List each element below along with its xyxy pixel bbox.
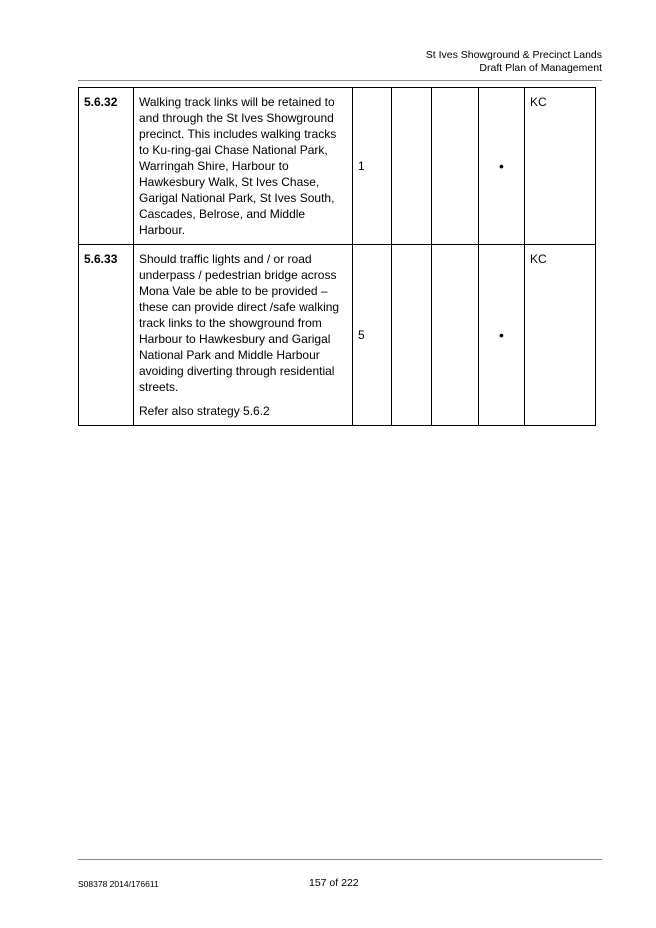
page-number: 157 of 222: [309, 877, 359, 889]
bullet-marker: •: [479, 88, 525, 245]
priority-cell: 1: [353, 88, 392, 245]
document-reference: S08378 2014/176611: [78, 879, 159, 889]
header-divider: [78, 80, 602, 81]
footer-divider: [78, 859, 602, 860]
header-title: St Ives Showground & Precinct Lands: [425, 49, 602, 61]
strategy-description: [134, 88, 353, 245]
responsibility-cell: KC: [525, 245, 596, 426]
responsibility-cell: KC: [525, 88, 596, 245]
table-row: [79, 88, 596, 245]
strategy-ref: 5.6.33: [79, 245, 134, 426]
description-text: Should traffic lights and / or road underpass / pedestrian bridge across Mona Vale be able to be provided – these can provide direct /safe walking track links to the showground from Harbour to Hawkesbury and Garigal National Park and Middle Harbour avoiding diverting through residential streets.: [139, 252, 340, 394]
header-subtitle: Draft Plan of Management: [479, 62, 602, 74]
empty-cell: [392, 245, 432, 426]
strategy-description: [134, 245, 353, 426]
strategy-ref: 5.6.32: [79, 88, 134, 245]
empty-cell: [392, 88, 432, 245]
table-row: [79, 245, 596, 426]
empty-cell: [432, 88, 479, 245]
description-note: Refer also strategy 5.6.2: [139, 404, 270, 418]
priority-cell: 5: [353, 245, 392, 426]
bullet-marker: •: [479, 245, 525, 426]
strategy-table: [78, 87, 596, 426]
page-header: [426, 49, 602, 75]
empty-cell: [432, 245, 479, 426]
description-text: Walking track links will be retained to and through the St Ives Showground precinct. This includes walking tracks to Ku-ring-gai Chase National Park, Warringah Shire, Harbour to Hawkesbury Walk, St Ives Chase, Garigal National Park, St Ives South, Cascades, Belrose, and Middle Harbour.: [139, 95, 337, 237]
